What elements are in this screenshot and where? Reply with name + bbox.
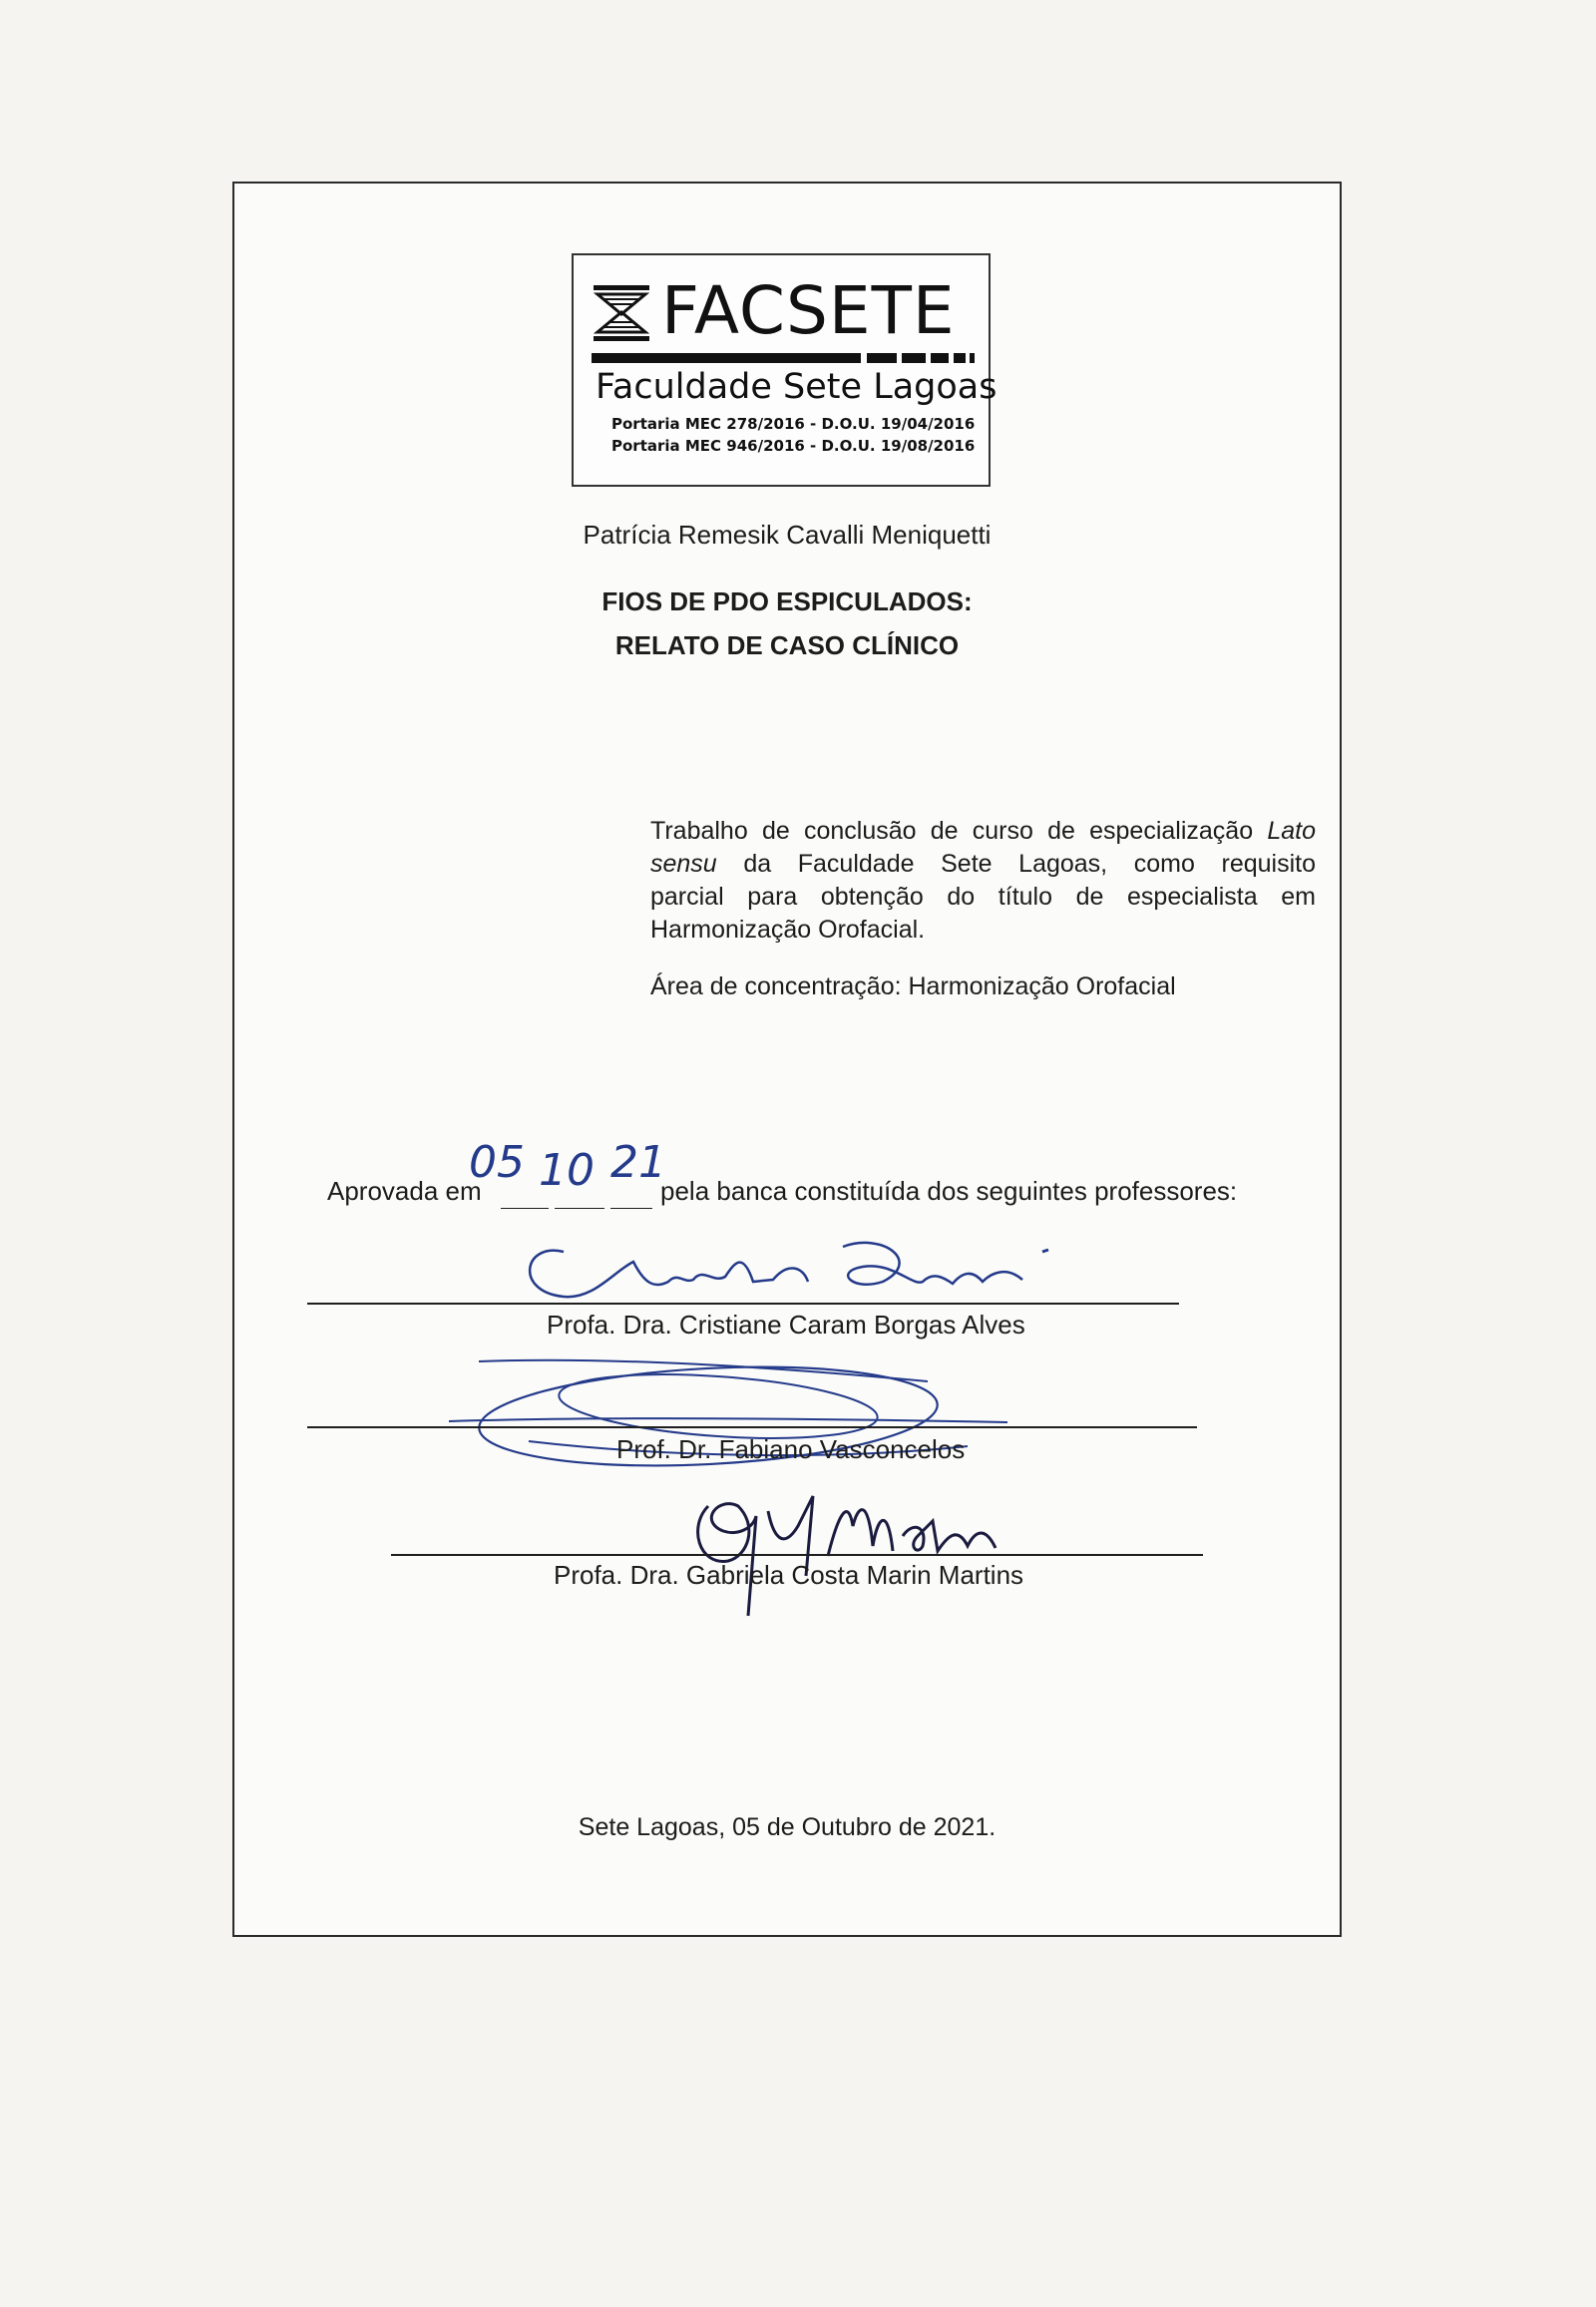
date-blank-year (610, 1208, 652, 1209)
description-line-4: Harmonização Orofacial. (650, 916, 926, 944)
handwritten-day: 05 (469, 1137, 525, 1188)
author-name: Patrícia Remesik Cavalli Meniquetti (583, 520, 992, 550)
logo-subtitle: Faculdade Sete Lagoas (596, 367, 998, 407)
signature-3-ink (678, 1466, 1017, 1626)
date-blank-month (555, 1208, 604, 1209)
concentration-area: Área de concentração: Harmonização Orofacial (650, 972, 1176, 1000)
logo-wordmark: FACSETE (661, 272, 956, 349)
approval-prefix: Aprovada em (327, 1176, 482, 1206)
examiner-1-name: Profa. Dra. Cristiane Caram Borgas Alves (547, 1310, 1025, 1340)
examiner-3-name: Profa. Dra. Gabriela Costa Marin Martins (554, 1560, 1024, 1590)
title-line-2: RELATO DE CASO CLÍNICO (614, 630, 960, 660)
date-blank-day (501, 1208, 549, 1209)
logo-bars-icon (592, 353, 975, 363)
signature-line-1 (307, 1303, 1179, 1305)
description-line-1: Trabalho de conclusão de curso de especialização Lato (650, 817, 1316, 845)
signature-line-2 (307, 1426, 1197, 1428)
signature-line-3 (391, 1554, 1203, 1556)
institution-logo (572, 253, 998, 487)
examiner-2-name: Prof. Dr. Fabiano Vasconcelos (616, 1434, 966, 1464)
handwritten-month: 10 (539, 1145, 595, 1196)
title-line-1: FIOS DE PDO ESPICULADOS: (601, 586, 973, 616)
approval-suffix: pela banca constituída dos seguintes professores: (660, 1176, 1238, 1206)
description-line-2: sensu da Faculdade Sete Lagoas, como requisito (650, 850, 1316, 878)
place-and-date: Sete Lagoas, 05 de Outubro de 2021. (578, 1813, 997, 1841)
logo-portaria-2: Portaria MEC 946/2016 - D.O.U. 19/08/2016 (611, 437, 976, 455)
handwritten-year: 21 (610, 1137, 666, 1188)
description-line-3: parcial para obtenção do título de especialista em (650, 883, 1316, 911)
logo-portaria-1: Portaria MEC 278/2016 - D.O.U. 19/04/2016 (611, 415, 976, 433)
description-paragraph (650, 815, 1316, 947)
facsete-emblem-icon (594, 285, 649, 341)
